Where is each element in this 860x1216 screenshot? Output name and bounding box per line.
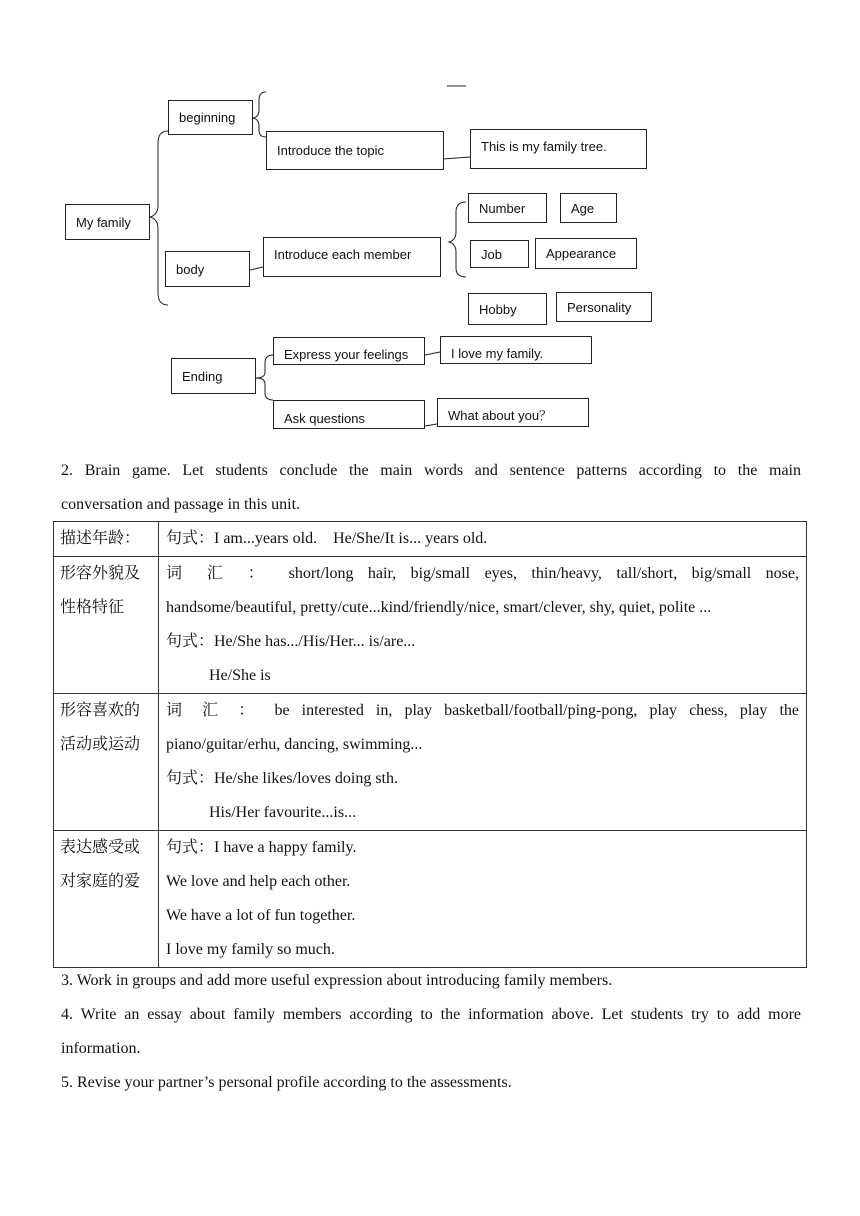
content-line: We have a lot of fun together. xyxy=(166,907,356,924)
node-number: Number xyxy=(468,193,547,223)
paragraph-line: 2. Brain game. Let students conclude the main words and sentence patterns according to the main xyxy=(61,462,801,479)
content-line: 句式：I am...years old. He/She/It is... years old. xyxy=(166,530,488,547)
node-ending: Ending xyxy=(171,358,256,394)
row-content xyxy=(159,831,807,968)
node-age: Age xyxy=(560,193,617,223)
row-label: 形容外貌及性格特征 xyxy=(54,557,159,694)
content-line: I love my family so much. xyxy=(166,941,335,958)
content-line: His/Her favourite...is... xyxy=(209,804,357,821)
row-label: 描述年龄： xyxy=(54,522,159,557)
node-my-family: My family xyxy=(65,204,150,240)
content-line: We love and help each other. xyxy=(166,873,351,890)
content-line: piano/guitar/erhu, dancing, swimming... xyxy=(166,736,423,753)
node-beginning: beginning xyxy=(168,100,253,135)
node-love-family: I love my family. xyxy=(440,336,592,364)
content-line: 词 汇 ： short/long hair, big/small eyes, thin/heavy, tall/short, big/small nose, xyxy=(166,565,799,582)
row-content xyxy=(159,557,807,694)
table-row xyxy=(54,522,807,557)
node-appearance: Appearance xyxy=(535,238,637,269)
table-row xyxy=(54,694,807,831)
brain-game-paragraph xyxy=(61,454,801,522)
content-line: 词 汇 ： be interested in, play basketball/football/ping-pong, play chess, play the xyxy=(166,702,799,719)
task-4-text: 4. Write an essay about family members according to the information above. Let students try to add more xyxy=(61,1006,801,1023)
node-introduce-member: Introduce each member xyxy=(263,237,441,277)
task-5-text: 5. Revise your partner’s personal profile according to the assessments. xyxy=(61,1074,512,1091)
row-content xyxy=(159,522,807,557)
node-hobby: Hobby xyxy=(468,293,547,325)
node-job: Job xyxy=(470,240,529,268)
row-label: 表达感受或对家庭的爱 xyxy=(54,831,159,968)
task-3-text: 3. Work in groups and add more useful expression about introducing family members. xyxy=(61,972,613,989)
row-label: 形容喜欢的活动或运动 xyxy=(54,694,159,831)
content-line: 句式：He/She has.../His/Her... is/are... xyxy=(166,633,416,650)
table-row xyxy=(54,831,807,968)
node-what-about-you: What about you？ xyxy=(437,398,589,427)
row-content xyxy=(159,694,807,831)
node-personality: Personality xyxy=(556,292,652,322)
node-family-tree: This is my family tree. xyxy=(470,129,647,169)
paragraph-line: conversation and passage in this unit. xyxy=(61,496,301,513)
content-line: He/She is xyxy=(209,667,271,684)
table-row xyxy=(54,557,807,694)
task-4-text-continued: information. xyxy=(61,1040,141,1057)
content-line: 句式：He/she likes/loves doing sth. xyxy=(166,770,398,787)
node-express-feelings: Express your feelings xyxy=(273,337,425,365)
node-introduce-topic: Introduce the topic xyxy=(266,131,444,170)
tasks-paragraphs xyxy=(61,964,801,1100)
family-essay-mind-map xyxy=(0,0,860,440)
expressions-table xyxy=(53,521,807,968)
content-line: handsome/beautiful, pretty/cute...kind/friendly/nice, smart/clever, shy, quiet, polite ... xyxy=(166,599,712,616)
content-line: 句式：I have a happy family. xyxy=(166,839,357,856)
node-ask-questions: Ask questions xyxy=(273,400,425,429)
node-body: body xyxy=(165,251,250,287)
